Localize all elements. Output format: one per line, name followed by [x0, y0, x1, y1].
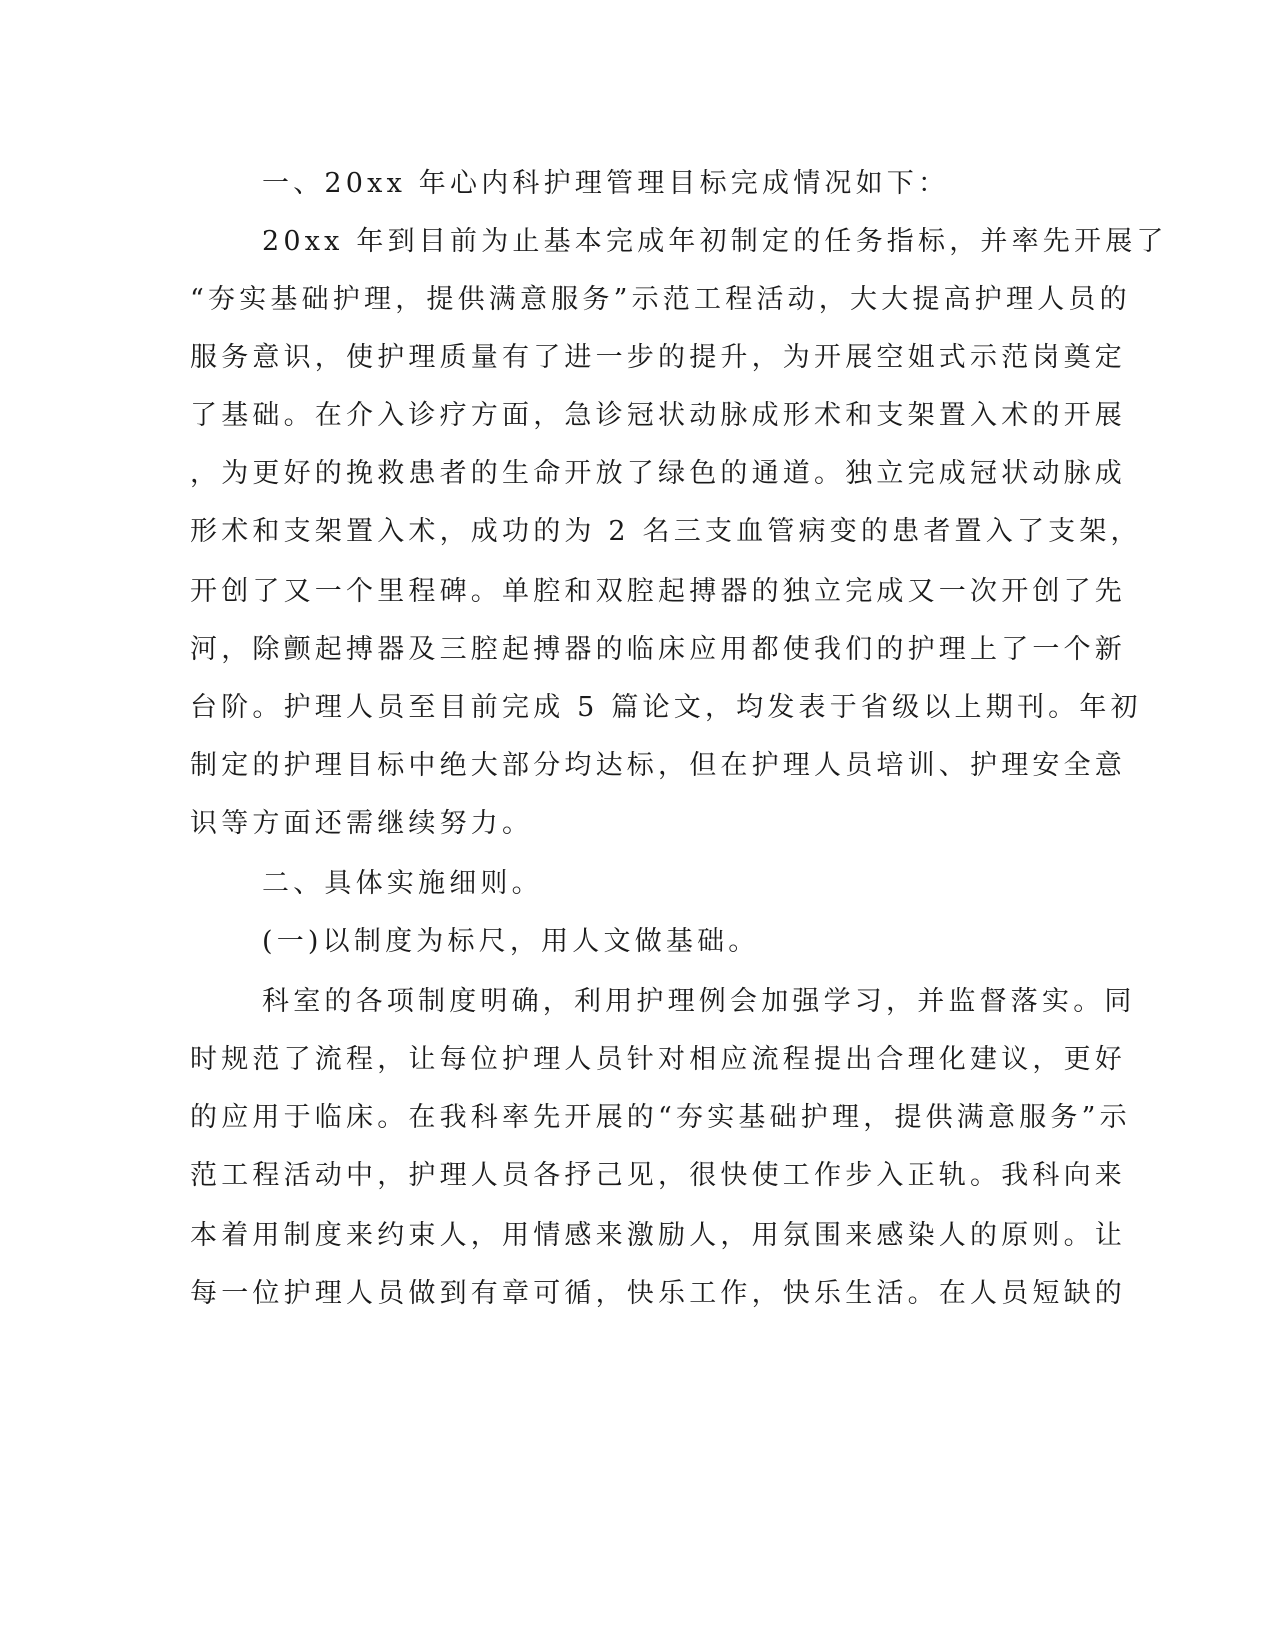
section-heading-2: 二、具体实施细则。 [262, 868, 543, 899]
paragraph-line: 河，除颤起搏器及三腔起搏器的临床应用都使我们的护理上了一个新 [190, 634, 1126, 665]
paragraph-line: 时规范了流程，让每位护理人员针对相应流程提出合理化建议，更好 [190, 1044, 1126, 1075]
section-heading-1: 一、20xx 年心内科护理管理目标完成情况如下： [262, 168, 950, 199]
paragraph-line: 形术和支架置入术，成功的为 2 名三支血管病变的患者置入了支架， [190, 516, 1142, 547]
paragraph-line: ，为更好的挽救患者的生命开放了绿色的通道。独立完成冠状动脉成 [190, 458, 1126, 489]
paragraph-line: 服务意识，使护理质量有了进一步的提升，为开展空姐式示范岗奠定 [190, 342, 1126, 373]
paragraph-line: 了基础。在介入诊疗方面，急诊冠状动脉成形术和支架置入术的开展 [190, 400, 1126, 431]
subsection-heading: (一)以制度为标尺，用人文做基础。 [262, 926, 760, 957]
paragraph-line: 科室的各项制度明确，利用护理例会加强学习，并监督落实。同 [262, 986, 1136, 1017]
paragraph-line: 识等方面还需继续努力。 [190, 808, 534, 839]
paragraph-line: 20xx 年到目前为止基本完成年初制定的任务指标，并率先开展了 [262, 226, 1168, 257]
paragraph-line: 开创了又一个里程碑。单腔和双腔起搏器的独立完成又一次开创了先 [190, 576, 1126, 607]
paragraph-line: 台阶。护理人员至目前完成 5 篇论文，均发表于省级以上期刊。年初 [190, 692, 1142, 723]
paragraph-line: 制定的护理目标中绝大部分均达标，但在护理人员培训、护理安全意 [190, 750, 1126, 781]
paragraph-line: 的应用于临床。在我科率先开展的“夯实基础护理，提供满意服务”示 [190, 1102, 1131, 1133]
paragraph-line: 每一位护理人员做到有章可循，快乐工作，快乐生活。在人员短缺的 [190, 1278, 1126, 1309]
paragraph-line: 本着用制度来约束人，用情感来激励人，用氛围来感染人的原则。让 [190, 1220, 1126, 1251]
paragraph-line: 范工程活动中，护理人员各抒己见，很快使工作步入正轨。我科向来 [190, 1160, 1126, 1191]
paragraph-line: “夯实基础护理，提供满意服务”示范工程活动，大大提高护理人员的 [190, 284, 1131, 315]
